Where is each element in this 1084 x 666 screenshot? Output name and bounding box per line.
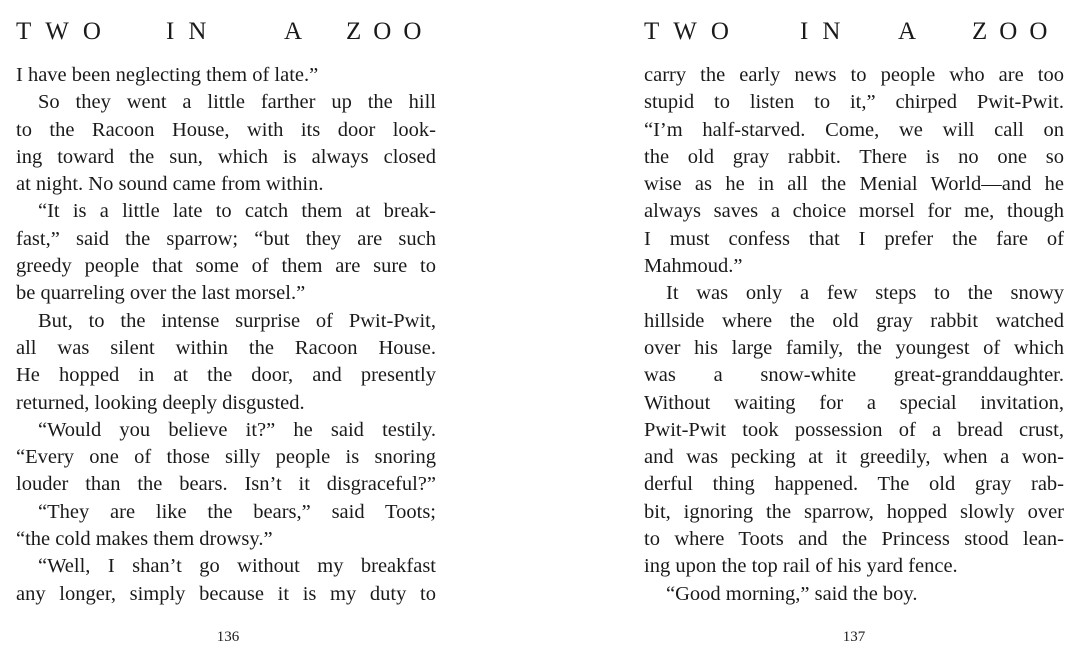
text-line: any longer, simply because it is my duty to	[16, 582, 436, 605]
text-line: I have been neglecting them of late.”	[16, 64, 319, 86]
page-number: 137	[842, 629, 866, 645]
running-head-word: TWO	[16, 18, 115, 45]
text-line: “Well, I shan’t go without my breakfast	[38, 555, 436, 578]
running-head-word: ZOO	[346, 18, 434, 45]
text-line: I must confess that I prefer the fare of	[644, 227, 1064, 250]
text-line: greedy people that some of them are sure to	[16, 255, 436, 278]
text-line: “It is a little late to catch them at break-	[38, 200, 436, 223]
text-line: “They are like the bears,” said Toots;	[38, 500, 436, 523]
text-line: He hopped in at the door, and presently	[16, 364, 436, 387]
text-line: returned, looking deeply disgusted.	[16, 391, 305, 414]
text-line: ing upon the top rail of his yard fence.	[644, 555, 958, 578]
text-line: derful thing happened. The old gray rab-	[644, 473, 1064, 496]
text-line: bit, ignoring the sparrow, hopped slowly over	[644, 500, 1064, 523]
text-line: louder than the bears. Isn’t it disgraceful?”	[16, 473, 436, 496]
running-head-word: IN	[800, 18, 855, 45]
text-line: wise as he in all the Menial World—and he	[644, 173, 1064, 196]
page-body-text	[16, 62, 436, 608]
text-line: to where Toots and the Princess stood lean-	[644, 528, 1064, 551]
page-body-text	[644, 62, 1064, 608]
text-line: be quarreling over the last morsel.”	[16, 282, 306, 305]
right-page	[542, 0, 1084, 666]
running-head-word: TWO	[644, 18, 743, 45]
text-line: at night. No sound came from within.	[16, 173, 324, 196]
text-line: stupid to listen to it,” chirped Pwit-Pwit.	[644, 91, 1064, 114]
running-head-word: A	[898, 18, 917, 45]
text-line: was a snow-white great-granddaughter.	[644, 364, 1064, 387]
text-line: “I’m half-starved. Come, we will call on	[644, 118, 1064, 141]
page-number: 136	[216, 629, 240, 645]
text-line: Without waiting for a special invitation,	[644, 391, 1064, 414]
text-line: carry the early news to people who are too	[644, 64, 1064, 86]
text-line: over his large family, the youngest of which	[644, 336, 1064, 359]
text-line: It was only a few steps to the snowy	[666, 282, 1064, 305]
running-head-word: ZOO	[972, 18, 1060, 45]
running-head-word: A	[284, 18, 303, 45]
running-head-word: IN	[166, 18, 221, 45]
text-line: “the cold makes them drowsy.”	[16, 528, 273, 551]
text-line: the old gray rabbit. There is no one so	[644, 145, 1064, 168]
text-line: and was pecking at it greedily, when a won-	[644, 446, 1064, 469]
text-line: all was silent within the Racoon House.	[16, 336, 436, 359]
text-line: hillside where the old gray rabbit watched	[644, 309, 1064, 332]
text-line: fast,” said the sparrow; “but they are such	[16, 227, 436, 250]
text-line: “Every one of those silly people is snoring	[16, 446, 436, 469]
text-line: always saves a choice morsel for me, though	[644, 200, 1064, 223]
text-line: Pwit-Pwit took possession of a bread crust,	[644, 418, 1064, 441]
text-line: But, to the intense surprise of Pwit-Pwit,	[38, 309, 436, 332]
text-line: So they went a little farther up the hill	[38, 91, 436, 114]
text-line: to the Racoon House, with its door look-	[16, 118, 436, 141]
text-line: “Good morning,” said the boy.	[666, 582, 918, 605]
text-line: Mahmoud.”	[644, 255, 743, 278]
text-line: ing toward the sun, which is always closed	[16, 145, 436, 168]
text-line: “Would you believe it?” he said testily.	[38, 418, 436, 441]
